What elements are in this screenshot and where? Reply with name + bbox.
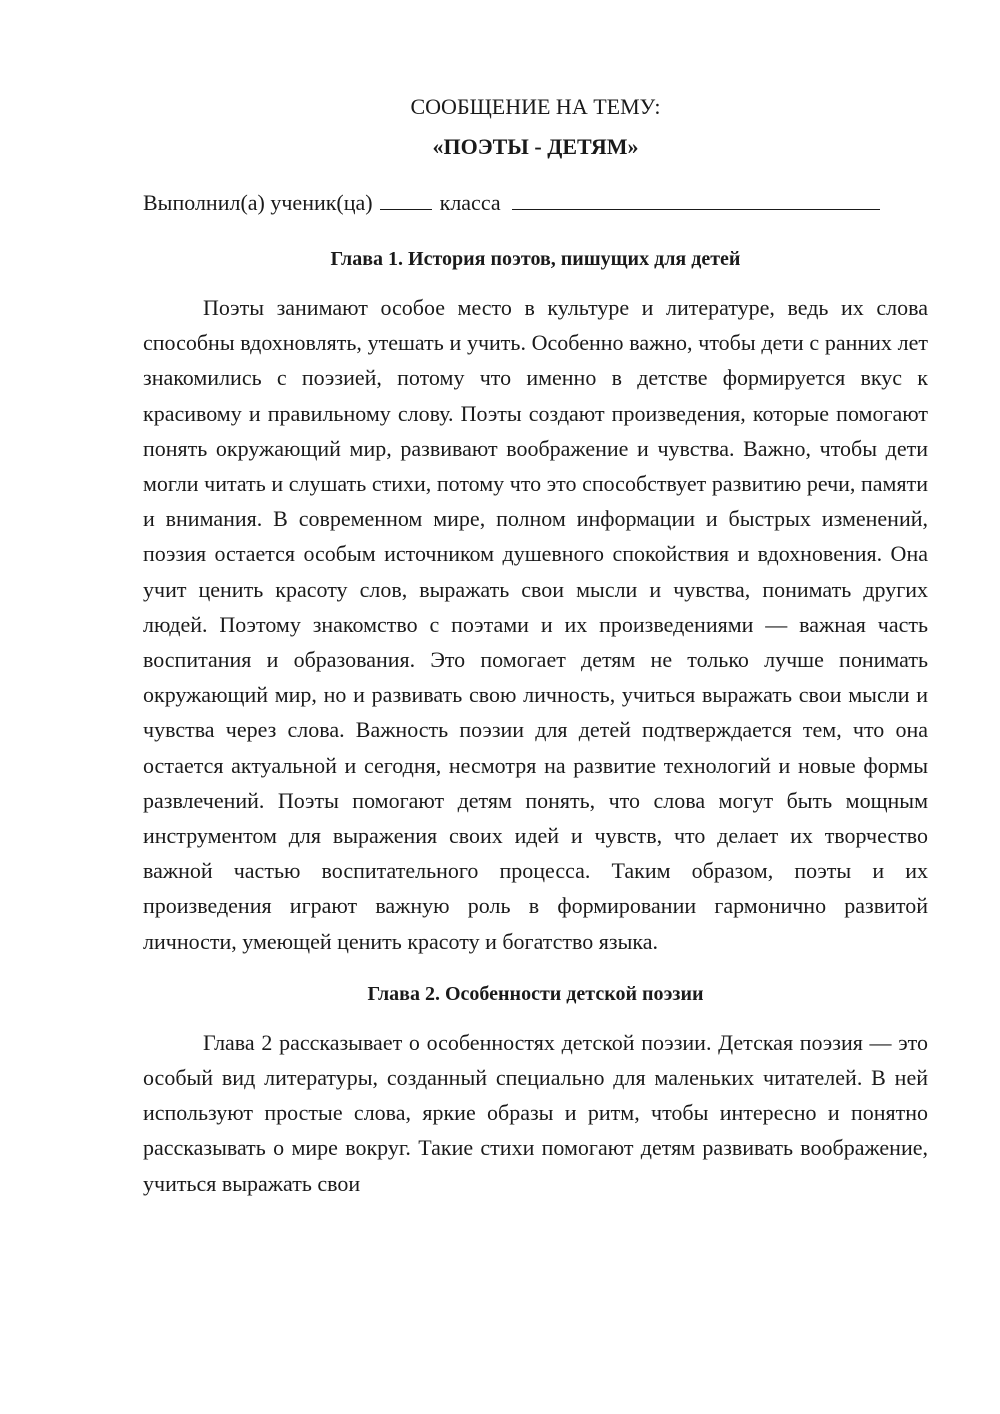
chapter-1-heading: Глава 1. История поэтов, пишущих для детей [330,248,741,270]
author-line [143,188,928,218]
author-label: Выполнил(а) ученик(ца) [143,190,373,215]
document-page [143,92,928,1201]
document-subtitle: «ПОЭТЫ - ДЕТЯМ» [432,134,639,159]
chapter-2-heading: Глава 2. Особенности детской поэзии [367,982,704,1005]
chapter-1-paragraph: Поэты занимают особое место в культуре и литературе, ведь их слова способны вдохновлять, утешать и учить. Особенно важно, чтобы дети с ранних лет знакомились с поэзией, потому что именно в детстве формируется вкус к красивому и правильному слову. Поэты создают произведения, которые помогают понять окружающий мир, развивают воображение и чувства. Важно, чтобы дети могли читать и слушать стихи, потому что это способствует развитию речи, памяти и внимания. В современном мире, полном информации и быстрых изменений, поэзия остается особым источником душевного спокойствия и вдохновения. Она учит ценить красоту слов, выражать свои мысли и чувства, понимать других людей. Поэтому знакомство с поэтами и их произведениями — важная часть воспитания и образования. Это помогает детям не только лучше понимать окружающий мир, но и развивать свою личность, учиться выражать свои мысли и чувства через слова. Важность поэзии для детей подтверждается тем, что она остается актуальной и сегодня, несмотря на развитие технологий и новые формы развлечений. Поэты помогают детям понять, что слова могут быть мощным инструментом для выражения своих идей и чувств, что делает их творчество важной частью воспитательного процесса. Таким образом, поэты и их произведения играют важную роль в формировании гармонично развитой личности, умеющей ценить красоту и богатство языка. [143,295,928,954]
grade-blank-field [380,189,432,210]
name-blank-field [512,189,880,210]
chapter-2-paragraph: Глава 2 рассказывает о особенностях детской поэзии. Детская поэзия — это особый вид литературы, созданный специально для маленьких читателей. В ней используют простые слова, яркие образы и ритм, чтобы интересно и понятно рассказывать о мире вокруг. Такие стихи помогают детям развивать воображение, учиться выражать свои [143,1029,928,1196]
document-title: СООБЩЕНИЕ НА ТЕМУ: [410,94,661,119]
class-label: класса [439,190,501,215]
